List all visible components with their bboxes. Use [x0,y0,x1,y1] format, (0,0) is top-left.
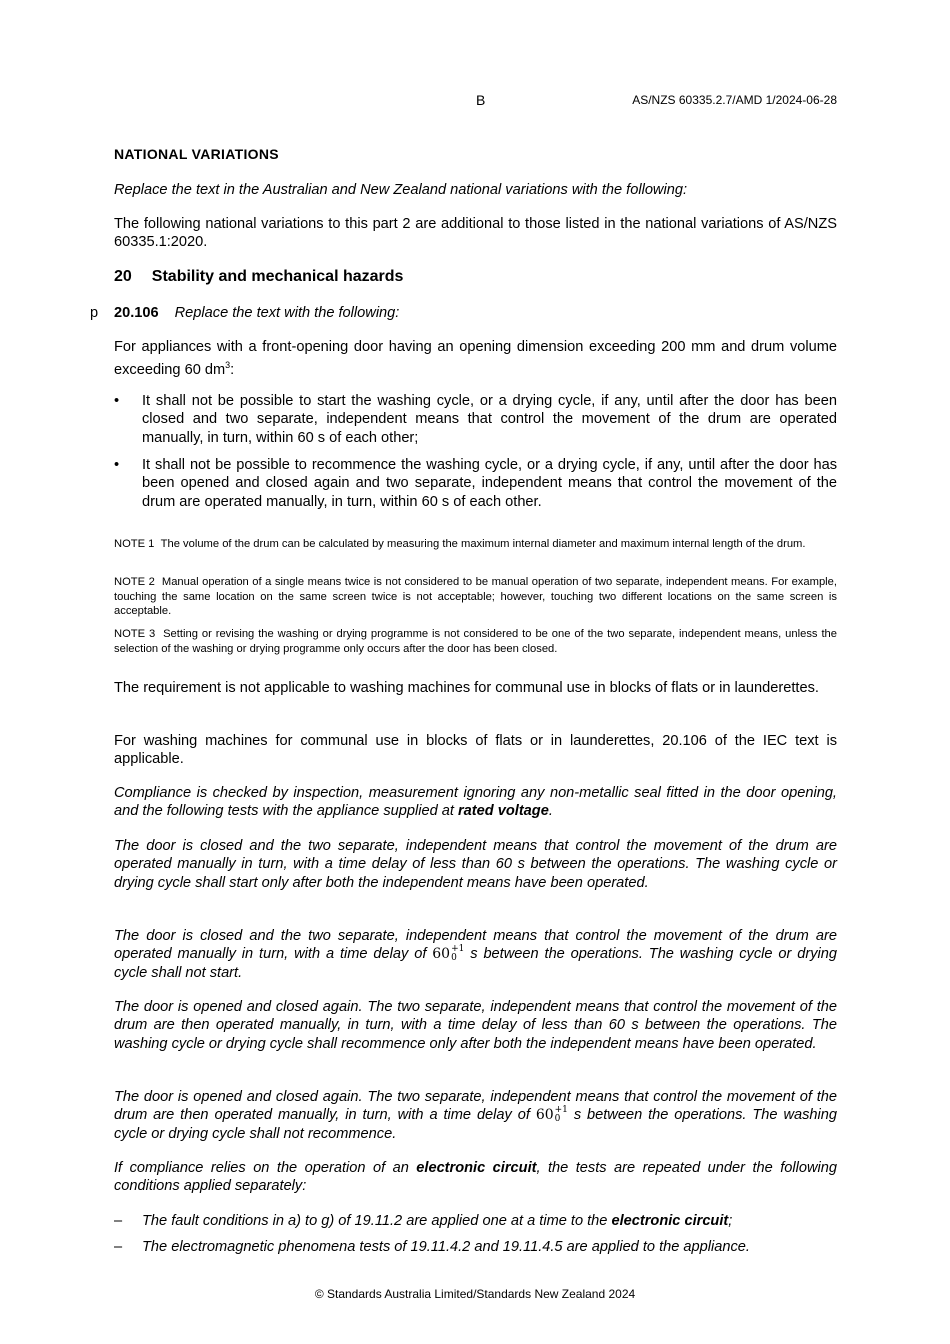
front-opening-superscript: 3 [225,360,231,371]
note-label: NOTE 2 [114,576,155,588]
defined-term: electronic circuit [416,1160,537,1176]
electronic-circuit-paragraph [114,1159,837,1196]
tolerance-lower: 0 [451,953,457,964]
clause-heading [114,268,837,286]
test-text: The door is opened and closed again. The two separate, independent means that control the movement of the drum are then operated manually, in turn, with a time delay of [114,1089,837,1124]
bullet-text: It shall not be possible to start the washing cycle, or a drying cycle, if any, until after the door has been closed and two separate, independent means that control the movement of the drum are operated manually, in turn, within 60 s of each other; [142,393,837,446]
subclause-instruction: Replace the text with the following: [174,305,400,321]
test-text: s between the operations. The washing cycle or drying cycle shall not start. [114,946,837,981]
clause-number: 20 [114,268,132,285]
tolerance-lower: 0 [554,1114,561,1125]
note-label: NOTE 3 [114,628,156,640]
intro-paragraph: The following national variations to this part 2 are additional to those listed in the national variations of AS/NZS 60335.1:2020. [114,216,837,251]
time-tolerance [432,945,464,963]
front-opening-text: For appliances with a front-opening door having an opening dimension exceeding 200 mm and drum volume exceeding 60 dm [114,339,837,379]
national-variation-marker: p [90,305,99,321]
dash-text [142,1212,837,1230]
replace-intro: Replace the text in the Australian and New Zealand national variations with the following: [114,182,688,198]
bullet-icon: • [114,457,120,473]
test-paragraph-3: The door is opened and closed again. The two separate, independent means that control the movement of the drum are then operated manually, in turn, with a time delay of less than 60 s between the operations. The washing cycle or drying cycle shall recommence only after both the independent means have been operated. [114,999,837,1052]
section-title: NATIONAL VARIATIONS [114,146,279,162]
subclause-line [90,304,837,322]
dash-item [114,1238,837,1256]
communal-use-paragraph: For washing machines for communal use in blocks of flats or in launderettes, 20.106 of the IEC text is applicable. [114,733,837,768]
electronic-text: If compliance relies on the operation of an [114,1160,417,1176]
note-text: Manual operation of a single means twice is not considered to be manual operation of two separate, independent means. For example, touching the same location on the same screen twice is not acceptable; however, touching two different locations on the same screen is acceptable. [114,576,837,618]
note-3 [114,627,837,656]
bullet-item [114,392,837,447]
bullet-item [114,456,837,511]
dash-text-part: The electromagnetic phenomena tests of 19.11.4.2 and 19.11.4.5 are applied to the appliance. [142,1239,750,1255]
dash-icon: – [114,1239,123,1255]
subclause-number: 20.106 [114,305,159,321]
note-2 [114,575,837,619]
tolerance-base: 60 [432,946,451,963]
test-paragraph-4 [114,1088,837,1143]
defined-term: electronic circuit [611,1213,729,1229]
dash-text [142,1238,837,1256]
test-paragraph-1: The door is closed and the two separate, independent means that control the movement of the drum are operated manually in turn, with a time delay of less than 60 s between the operations. The washing cycle or drying cycle shall start only after both the independent means have been operated. [114,838,837,891]
note-1 [114,537,837,552]
clause-title: Stability and mechanical hazards [151,268,404,285]
test-paragraph-2 [114,927,837,982]
electronic-text: , the tests are repeated under the following conditions applied separately: [114,1160,837,1195]
header-document-code: AS/NZS 60335.2.7/AMD 1/2024-06-28 [632,93,837,107]
not-applicable-paragraph: The requirement is not applicable to washing machines for communal use in blocks of flats or in launderettes. [114,680,819,696]
header-letter: B [476,92,486,108]
note-label: NOTE 1 [114,538,155,550]
tolerance-base: 60 [535,1107,554,1124]
dash-item [114,1212,837,1230]
test-text: s between the operations. The washing cycle or drying cycle shall not recommence. [114,1107,837,1142]
dash-text-part: ; [728,1213,733,1229]
defined-term: rated voltage [458,803,549,820]
test-text: The door is closed and the two separate, independent means that control the movement of the drum are operated manually in turn, with a time delay of [114,928,837,963]
bullet-text: It shall not be possible to recommence the washing cycle, or a drying cycle, if any, until after the door has been opened and closed again and two separate, independent means that control the movement of the drum are operated manually, in turn, within 60 s of each other. [142,457,837,510]
bullet-icon: • [114,393,120,409]
compliance-end: . [548,803,553,820]
front-opening-end: : [230,362,235,379]
dash-icon: – [114,1213,123,1229]
tolerance-upper: +1 [554,1105,568,1116]
footer-copyright: © Standards Australia Limited/Standards New Zealand 2024 [314,1287,636,1301]
tolerance-upper: +1 [451,944,465,955]
time-tolerance [536,1106,568,1124]
note-text: Setting or revising the washing or drying programme is not considered to be one of the two separate, independent means, unless the selection of the washing or drying programme only occurs after the door has been closed. [114,628,837,655]
compliance-paragraph [114,784,837,821]
front-opening-paragraph [114,338,837,380]
dash-text-part: The fault conditions in a) to g) of 19.11.2 are applied one at a time to the [142,1213,612,1229]
note-text: The volume of the drum can be calculated by measuring the maximum internal diameter and maximum internal length of the drum. [160,538,806,550]
compliance-text: Compliance is checked by inspection, measurement ignoring any non-metallic seal fitted in the door opening, and the following tests with the appliance supplied at [114,785,837,820]
